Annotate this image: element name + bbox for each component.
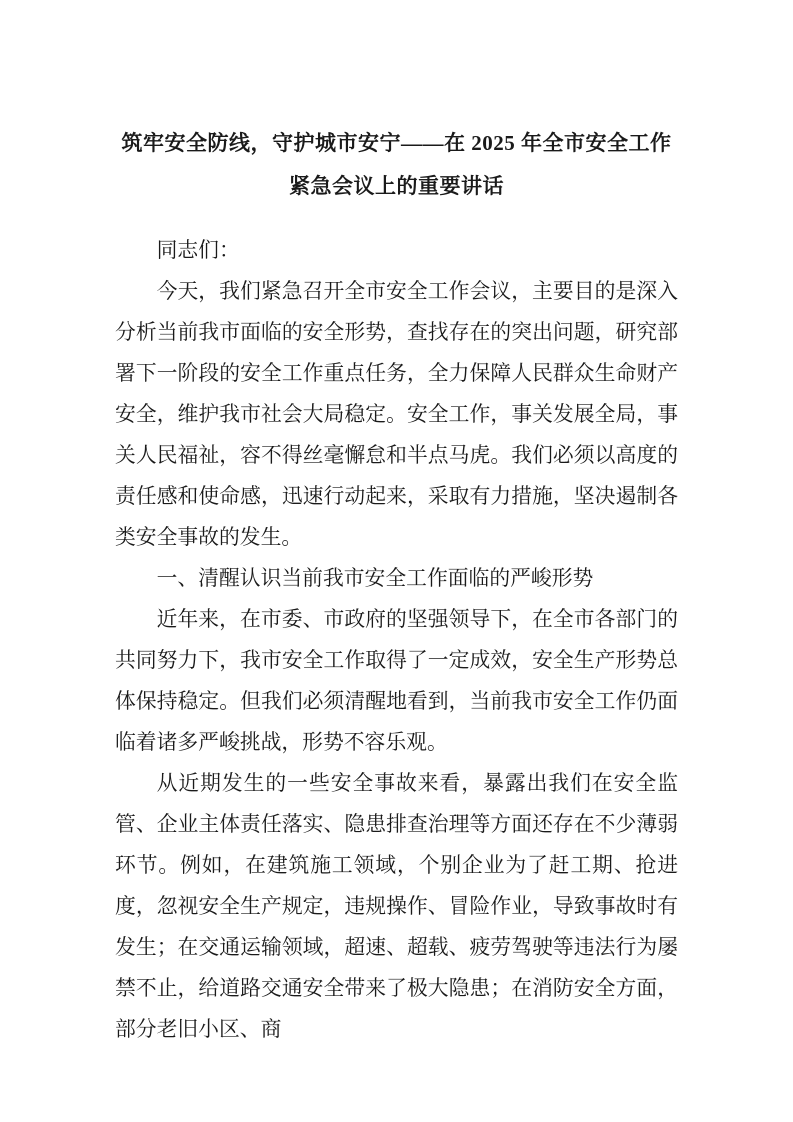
section-heading-1: 一、清醒认识当前我市安全工作面临的严峻形势 xyxy=(156,567,594,590)
document-title: 筑牢安全防线，守护城市安宁——在 2025 年全市安全工作紧急会议上的重要讲话 xyxy=(121,131,672,198)
paragraph-problems: 从近期发生的一些安全事故来看，暴露出我们在安全监管、企业主体责任落实、隐患排查治理等方面还存在不少薄弱环节。例如，在建筑施工领域，个别企业为了赶工期、抢进度，忽视安全生产规定，违规操作、冒险作业，导致事故时有发生；在交通运输领域，超速、超载、疲劳驾驶等违法行为屡禁不止，给道路交通安全带来了极大隐患；在消防安全方面，部分老旧小区、商 xyxy=(115,772,678,1041)
paragraph-opening: 今天，我们紧急召开全市安全工作会议，主要目的是深入分析当前我市面临的安全形势，查找存在的突出问题，研究部署下一阶段的安全工作重点任务，全力保障人民群众生命财产安全，维护我市社会大局稳定。安全工作，事关发展全局，事关人民福祉，容不得丝毫懈怠和半点马虎。我们必须以高度的责任感和使命感，迅速行动起来，采取有力措施，坚决遏制各类安全事故的发生。 xyxy=(115,280,678,549)
salutation: 同志们： xyxy=(156,239,240,262)
paragraph-achievements: 近年来，在市委、市政府的坚强领导下，在全市各部门的共同努力下，我市安全工作取得了一定成效，安全生产形势总体保持稳定。但我们必须清醒地看到，当前我市安全工作仍面临着诸多严峻挑战，形势不容乐观。 xyxy=(115,608,678,754)
